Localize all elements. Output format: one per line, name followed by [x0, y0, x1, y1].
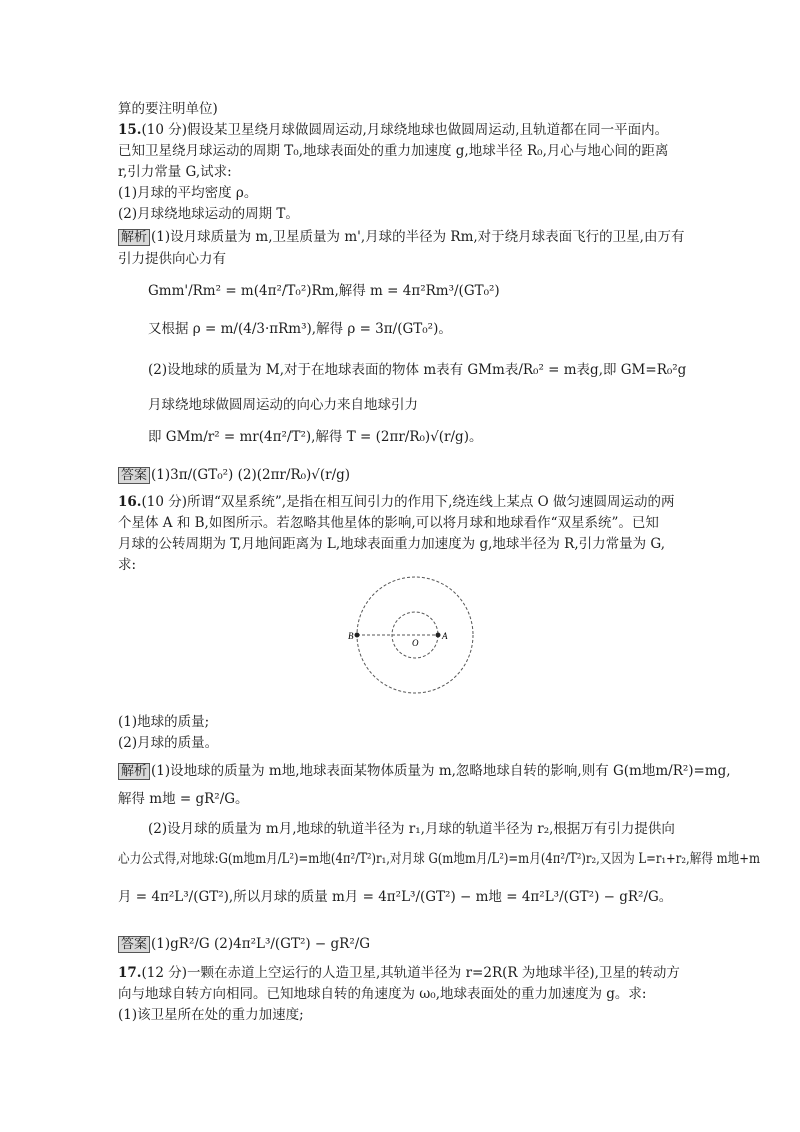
q16-number: 16.: [118, 494, 142, 510]
q16-solution-line-1: [118, 762, 731, 780]
q16-solution-line-2: 解得 m地 = gR²/G。: [118, 791, 249, 807]
continued-text: 算的要注明单位): [118, 101, 218, 117]
q15-text: (10 分)假设某卫星绕月球做圆周运动,月球绕地球也做圆周运动,且轨道都在同一平面内。: [141, 122, 669, 138]
q15-formula-4: 月球绕地球做圆周运动的向心力来自地球引力: [148, 397, 418, 413]
q17-sub-1: (1)该卫星所在处的重力加速度;: [118, 1007, 304, 1023]
q15-formula-3: (2)设地球的质量为 M,对于在地球表面的物体 m表有 GMm表/R₀² = m表g,即 GM=R₀²g: [148, 362, 687, 378]
q16-solution-text: (1)设地球的质量为 m地,地球表面某物体质量为 m,忽略地球自转的影响,则有 G(m地m/R²)=mg,: [151, 763, 731, 779]
q17-text: (12 分)一颗在赤道上空运行的人造卫星,其轨道半径为 r=2R(R 为地球半径),卫星的转动方: [141, 965, 680, 981]
q16-solution-line-5: 月 = 4π²L³/(GT²),所以月球的质量 m月 = 4π²L³/(GT²) − m地 = 4π²L³/(GT²) − gR²/G。: [118, 889, 673, 905]
q16-line-1: [118, 493, 675, 511]
q16-line-4: 求:: [118, 557, 137, 573]
q15-answer-text: (1)3π/(GT₀²) (2)(2πr/R₀)√(r/g): [151, 467, 351, 483]
q15-solution-line-1: [118, 228, 684, 246]
label-a: A: [442, 631, 448, 641]
q17-line-1: [118, 964, 680, 982]
answer-tag: 答案: [118, 467, 150, 484]
q16-line-2: 个星体 A 和 B,如图所示。若忽略其他星体的影响,可以将月球和地球看作“双星系统”。已知: [118, 515, 659, 531]
q17-line-2: 向与地球自转方向相同。已知地球自转的角速度为 ω₀,地球表面处的重力加速度为 g。求:: [118, 986, 647, 1002]
q15-formula-2: 又根据 ρ = m/(4/3·πRm³),解得 ρ = 3π/(GT₀²)。: [148, 321, 452, 337]
q16-sub-1: (1)地球的质量;: [118, 714, 210, 730]
q16-text: (10 分)所谓“双星系统”,是指在相互间引力的作用下,绕连线上某点 O 做匀速圆周运动的两: [141, 494, 675, 510]
q17-number: 17.: [118, 965, 142, 981]
q16-line-3: 月球的公转周期为 T,月地间距离为 L,地球表面重力加速度为 g,地球半径为 R,引力常量为 G,: [118, 536, 666, 552]
q15-sub-2: (2)月球绕地球运动的周期 T。: [118, 206, 299, 222]
q15-solution-text: (1)设月球质量为 m,卫星质量为 m',月球的半径为 Rm,对于绕月球表面飞行的卫星,由万有: [151, 229, 685, 245]
q15-answer: [118, 466, 350, 484]
star-a-dot: [436, 633, 441, 638]
q16-answer: [118, 935, 370, 953]
q16-sub-2: (2)月球的质量。: [118, 735, 219, 751]
solution-tag: 解析: [118, 229, 150, 246]
q15-formula-1: Gmm'/Rm² = m(4π²/T₀²)Rm,解得 m = 4π²Rm³/(GT₀²): [148, 283, 500, 299]
answer-tag: 答案: [118, 936, 150, 953]
q15-sub-1: (1)月球的平均密度 ρ。: [118, 185, 258, 201]
q15-line-1: [118, 121, 668, 139]
binary-star-diagram: [345, 568, 485, 708]
q15-number: 15.: [118, 122, 142, 138]
q16-answer-text: (1)gR²/G (2)4π²L³/(GT²) − gR²/G: [151, 936, 371, 952]
solution-tag: 解析: [118, 763, 150, 780]
q15-line-2: 已知卫星绕月球运动的周期 T₀,地球表面处的重力加速度 g,地球半径 R₀,月心与地心间的距离: [118, 143, 669, 159]
star-b-dot: [355, 633, 360, 638]
q15-line-3: r,引力常量 G,试求:: [118, 164, 232, 180]
label-o: O: [412, 638, 419, 648]
label-b: B: [348, 631, 354, 641]
q15-formula-5: 即 GMm/r² = mr(4π²/T²),解得 T = (2πr/R₀)√(r/g)。: [148, 429, 483, 445]
q15-solution-line-2: 引力提供向心力有: [118, 251, 226, 267]
q16-solution-line-4: 心力公式得,对地球:G(m地m月/L²)=m地(4π²/T²)r₁,对月球 G(m地m月/L²)=m月(4π²/T²)r₂,又因为 L=r₁+r₂,解得 m地+m: [118, 851, 761, 867]
q16-solution-line-3: (2)设月球的质量为 m月,地球的轨道半径为 r₁,月球的轨道半径为 r₂,根据万有引力提供向: [148, 821, 675, 837]
